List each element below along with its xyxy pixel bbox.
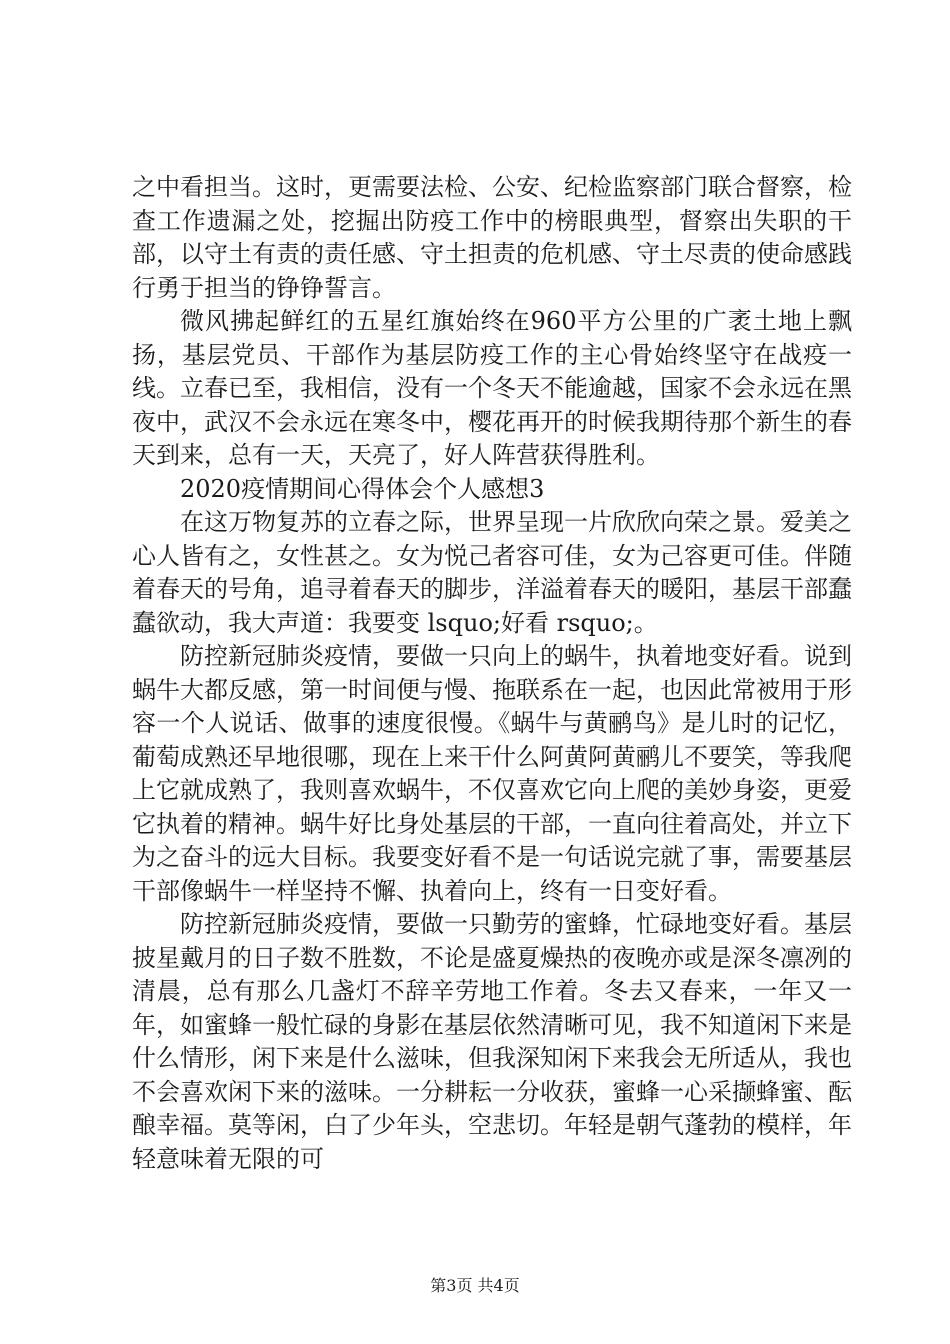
section-heading: 2020疫情期间心得体会个人感想3 bbox=[180, 474, 545, 503]
paragraph-intro: 在这万物复苏的立春之际，世界呈现一片欣欣向荣之景。爱美之心人皆有之，女性甚之。女为悦己者容可佳，女为己容更可佳。伴随着春天的号角，追寻着春天的脚步，洋溢着春天的暖阳，基层干部蠢蠢欲动，我大声道：我要变 lsquo;好看 rsquo;。 bbox=[132, 508, 852, 637]
paragraph-bee: 防控新冠肺炎疫情，要做一只勤劳的蜜蜂，忙碌地变好看。基层披星戴月的日子数不胜数，不论是盛夏燥热的夜晚亦或是深冬凛冽的清晨，总有那么几盏灯不辞辛劳地工作着。冬去又春来，一年又一年，如蜜蜂一般忙碌的身影在基层依然清晰可见，我不知道闲下来是什么情形，闲下来是什么滋味，但我深知闲下来我会无所适从，我也不会喜欢闲下来的滋味。一分耕耘一分收获，蜜蜂一心采撷蜂蜜、酝酿幸福。莫等闲，白了少年头，空悲切。年轻是朝气蓬勃的模样，年轻意味着无限的可 bbox=[132, 910, 852, 1173]
paragraph-snail: 防控新冠肺炎疫情，要做一只向上的蜗牛，执着地变好看。说到蜗牛大都反感，第一时间便与慢、拖联系在一起，也因此常被用于形容一个人说话、做事的速度很慢。《蜗牛与黄鹂鸟》是儿时的记忆，葡萄成熟还早地很哪，现在上来干什么阿黄阿黄鹂儿不要笑，等我爬上它就成熟了，我则喜欢蜗牛，不仅喜欢它向上爬的美妙身姿，更爱它执着的精神。蜗牛好比身处基层的干部，一直向往着高处，并立下为之奋斗的远大目标。我要变好看不是一句话说完就了事，需要基层干部像蜗牛一样坚持不懈、执着向上，终有一日变好看。 bbox=[132, 642, 852, 905]
page-footer: 第3页 共4页 bbox=[430, 1276, 520, 1295]
paragraph-continuation: 之中看担当。这时，更需要法检、公安、纪检监察部门联合督察，检查工作遗漏之处，挖掘出防疫工作中的榜眼典型，督察出失职的干部，以守土有责的责任感、守土担责的危机感、守土尽责的使命感践行勇于担当的铮铮誓言。 bbox=[132, 173, 852, 302]
paragraph-conclusion: 微风拂起鲜红的五星红旗始终在960平方公里的广袤土地上飘扬，基层党员、干部作为基层防疫工作的主心骨始终坚守在战疫一线。立春已至，我相信，没有一个冬天不能逾越，国家不会永远在黑夜中，武汉不会永远在寒冬中，樱花再开的时候我期待那个新生的春天到来，总有一天，天亮了，好人阵营获得胜利。 bbox=[132, 307, 852, 469]
document-body bbox=[132, 171, 852, 1176]
